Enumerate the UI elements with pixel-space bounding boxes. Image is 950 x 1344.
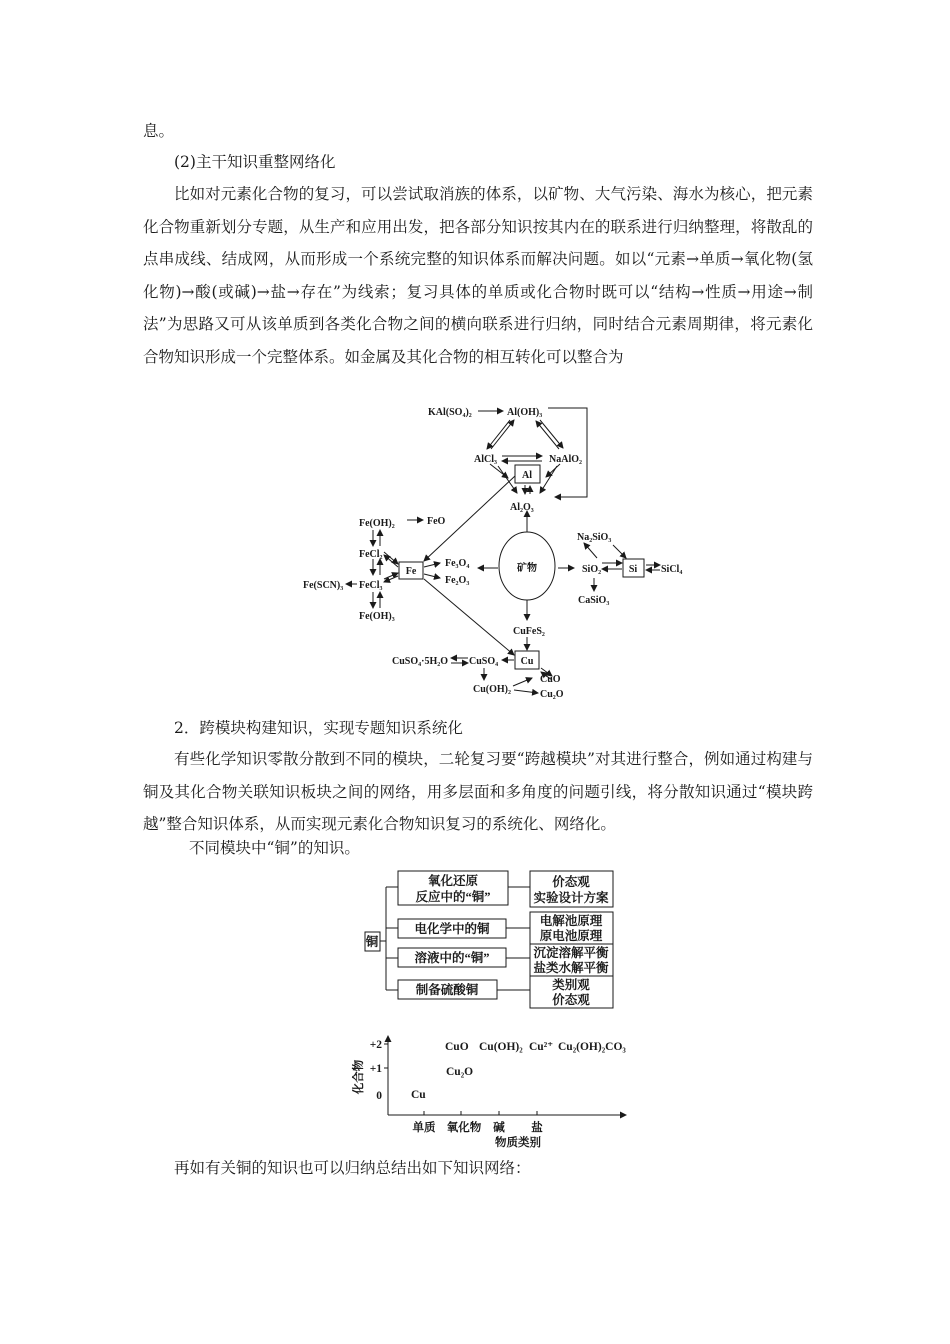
tree-mid-1-line1: 氧化还原 <box>427 874 479 888</box>
x-tick-label-base: 碱 <box>493 1122 505 1134</box>
al-label: Al <box>522 470 532 481</box>
tree-mid-4: 制备硫酸铜 <box>415 983 479 997</box>
y-tick-label-zero: 0 <box>376 1090 382 1102</box>
point-cuo: CuO <box>445 1041 469 1053</box>
fe-oh3-label: Fe(OH)₃ <box>359 611 395 622</box>
tree-right-4-line2: 价态观 <box>552 993 590 1007</box>
edge <box>487 420 510 449</box>
cu-oh2-label: Cu(OH)₂ <box>473 684 511 695</box>
edge <box>514 690 538 693</box>
cufes2-label: CuFeS₂ <box>513 626 545 637</box>
naalo2-label: NaAlO₂ <box>549 454 582 465</box>
paragraph-copper-modules: 不同模块中“铜”的知识。 <box>189 839 360 857</box>
edge <box>536 421 559 449</box>
point-cu2plus: Cu²⁺ <box>529 1041 554 1053</box>
paragraph-copper-network: 再如有关铜的知识也可以归纳总结出如下知识网络： <box>174 1159 531 1177</box>
al2o3-label: Al₂O₃ <box>510 502 534 513</box>
cu-label: Cu <box>520 656 534 667</box>
tree-mid-3: 溶液中的“铜” <box>414 951 490 965</box>
fecl2-label: FeCl₂ <box>359 549 383 560</box>
mineral-label: 矿物 <box>517 563 537 574</box>
edge <box>491 420 514 449</box>
tree-right-3-line1: 沉淀溶解平衡 <box>533 946 609 960</box>
edge <box>384 555 398 567</box>
fe3o4-label: Fe₃O₄ <box>445 558 470 569</box>
cu2o-label: Cu₂O <box>540 689 564 700</box>
fecl3-label: FeCl₃ <box>359 580 383 591</box>
edge <box>613 545 626 558</box>
fe-scn3-label: Fe(SCN)₃ <box>303 580 344 591</box>
edge <box>384 552 398 564</box>
edge <box>424 574 440 578</box>
cuso4-5h2o-label: CuSO₄·5H₂O <box>392 656 449 667</box>
alcl3-label: AlCl₃ <box>474 454 497 465</box>
edge <box>540 466 557 493</box>
y-tick-label-plus1: +1 <box>369 1063 382 1075</box>
edge <box>546 464 560 477</box>
fe-label: Fe <box>405 566 417 577</box>
section-heading-cross-module: 2．跨模块构建知识，实现专题知识系统化 <box>174 719 463 737</box>
cuo-label: CuO <box>540 674 561 685</box>
metal-network-diagram <box>346 408 660 693</box>
point-cu: Cu <box>411 1089 426 1101</box>
tree-right-1-line2: 实验设计方案 <box>533 891 609 905</box>
edge <box>384 576 398 582</box>
x-axis-label: 物质类别 <box>495 1137 541 1149</box>
network-labels <box>303 407 682 700</box>
paragraph-continuation: 息。 <box>143 122 175 140</box>
al-oh3-label: Al(OH)₃ <box>507 407 543 418</box>
point-malachite: Cu₂(OH)₂CO₃ <box>558 1041 626 1053</box>
kal-so4-label: KAl(SO₄)₂ <box>428 407 472 418</box>
feo-label: FeO <box>427 516 446 527</box>
edge <box>540 420 563 448</box>
tree-mid-1-line2: 反应中的“铜” <box>415 890 491 904</box>
y-tick-label-plus2: +2 <box>369 1039 382 1051</box>
edge <box>424 579 514 655</box>
edge <box>584 543 597 558</box>
si-label: Si <box>628 564 638 575</box>
tree-right-4-line1: 类别观 <box>552 978 590 992</box>
x-tick-label-oxide: 氧化物 <box>446 1122 482 1134</box>
fe2o3-label: Fe₂O₃ <box>445 575 470 586</box>
sio2-label: SiO₂ <box>582 564 602 575</box>
tree-labels <box>365 873 609 1007</box>
tree-right-2-line1: 电解池原理 <box>539 914 603 928</box>
x-tick-label-salt: 盐 <box>531 1122 543 1134</box>
valence-chart <box>351 1036 626 1149</box>
y-axis-label: 化合物 <box>353 1059 365 1095</box>
tree-mid-2: 电化学中的铜 <box>414 922 490 936</box>
edge <box>513 678 532 686</box>
tree-right-1-line1: 价态观 <box>552 875 590 889</box>
paragraph-cross-module: 有些化学知识零散分散到不同的模块，二轮复习要“跨越模块”对其进行整合，例如通过构建与铜及其化合物关联知识板块之间的网络，用多层面和多角度的问题引线，将分散知识通过“模块跨越”整合知识体系，从而实现元素化合物知识复习的系统化、网络化。 <box>143 750 813 833</box>
na2sio3-label: Na₂SiO₃ <box>577 532 612 543</box>
point-cuoh2: Cu(OH)₂ <box>479 1041 523 1053</box>
paragraph-element-compounds: 比如对元素化合物的复习，可以尝试取消族的体系，以矿物、大气污染、海水为核心，把元素化合物重新划分专题，从生产和应用出发，把各部分知识按其内在的联系进行归纳整理，将散乱的点串成线、结成网，从而形成一个系统完整的知识体系而解决问题。如以“元素→单质→氧化物(氢化物)→酸(或碱)→盐→存在”为线索；复习具体的单质或化合物时既可以“结构→性质→用途→制法”为思路又可从该单质到各类化合物之间的横向联系进行归纳，同时结合元素周期律，将元素化合物知识形成一个完整体系。如金属及其化合物的相互转化可以整合为 <box>143 185 813 366</box>
tree-right-2-line2: 原电池原理 <box>539 929 603 943</box>
section-heading-network: (2)主干知识重整网络化 <box>174 153 336 171</box>
tree-right-3-line2: 盐类水解平衡 <box>533 961 609 975</box>
tree-root-label: 铜 <box>365 935 379 949</box>
casio3-label: CaSiO₃ <box>578 595 610 606</box>
sicl4-label: SiCl₄ <box>661 564 683 575</box>
edge <box>424 563 440 567</box>
cuso4-label: CuSO₄ <box>469 656 499 667</box>
x-tick-label-element: 单质 <box>412 1122 436 1134</box>
edge <box>548 408 587 497</box>
point-cu2o: Cu₂O <box>446 1066 474 1078</box>
edge <box>384 573 398 579</box>
fe-oh2-label: Fe(OH)₂ <box>359 518 395 529</box>
